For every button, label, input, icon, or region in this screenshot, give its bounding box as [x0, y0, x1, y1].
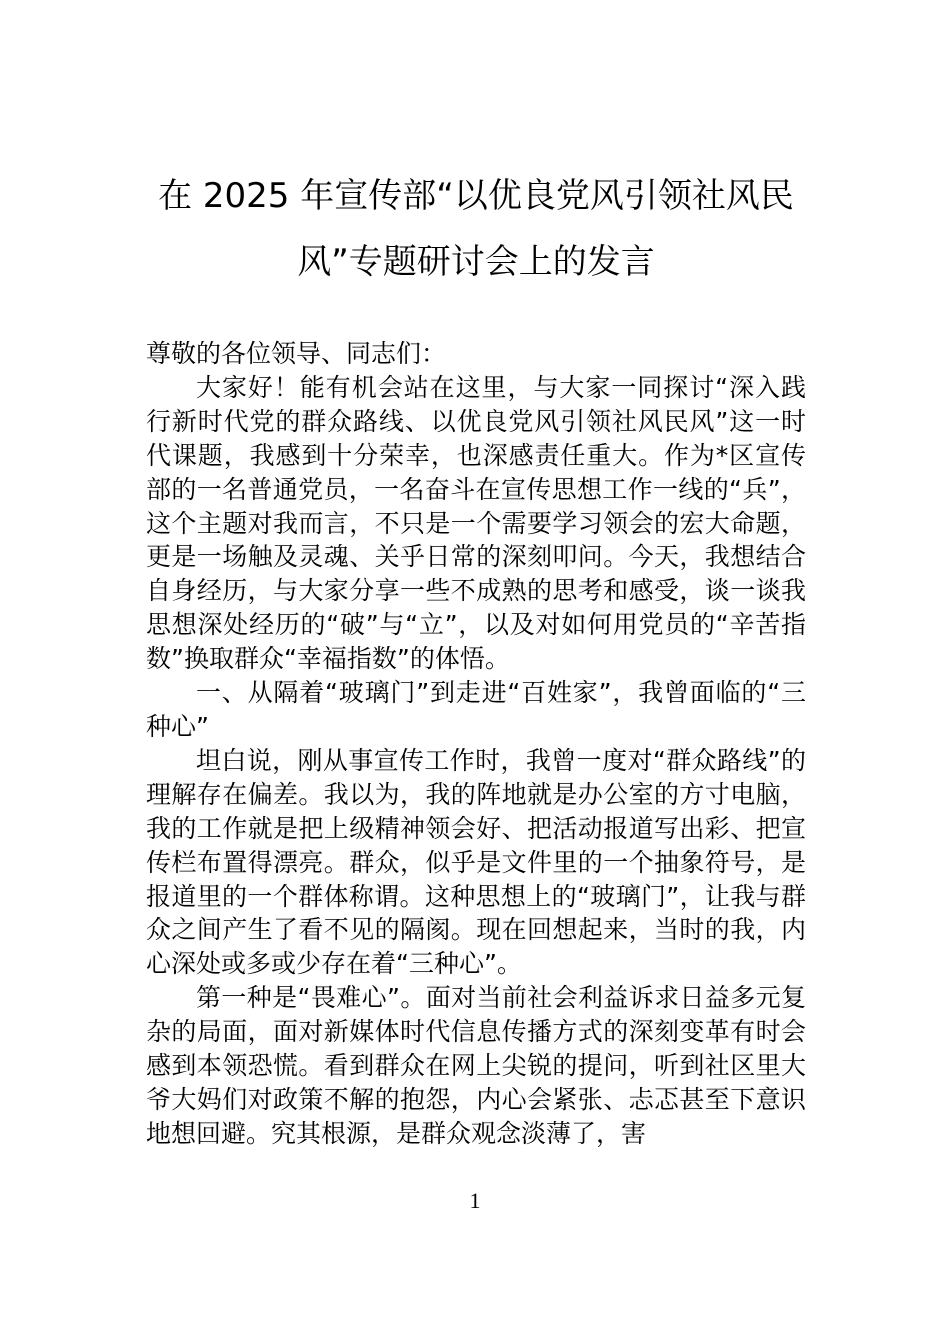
section-heading: 一、从隔着“玻璃门”到走进“百姓家”，我曾面临的“三种心”	[146, 678, 806, 741]
document-title	[146, 163, 806, 295]
paragraph-first-mindset: 第一种是“畏难心”。面对当前社会利益诉求日益多元复杂的局面，面对新媒体时代信息传播方式的深刻变革有时会感到本领恐慌。看到群众在网上尖锐的提问，听到社区里大爷大妈们对政策不解的抱怨，内心会紧张、忐忑甚至下意识地想回避。究其根源，是群众观念淡薄了，害	[146, 983, 806, 1148]
paragraph-opening: 大家好！能有机会站在这里，与大家一同探讨“深入践行新时代党的群众路线、以优良党风引领社风民风”这一时代课题，我感到十分荣幸，也深感责任重大。作为*区宣传部的一名普通党员，一名奋斗在宣传思想工作一线的“兵”，这个主题对我而言，不只是一个需要学习领会的宏大命题，更是一场触及灵魂、关乎日常的深刻叩问。今天，我想结合自身经历，与大家分享一些不成熟的思考和感受，谈一谈我思想深处经历的“破”与“立”，以及对如何用党员的“辛苦指数”换取群众“幸福指数”的体悟。	[146, 372, 806, 674]
page-number: 1	[469, 1188, 481, 1213]
document-body	[146, 337, 806, 1151]
paragraph-background: 坦白说，刚从事宣传工作时，我曾一度对“群众路线”的理解存在偏差。我以为，我的阵地就是办公室的方寸电脑，我的工作就是把上级精神领会好、把活动报道写出彩、把宣传栏布置得漂亮。群众，似乎是文件里的一个抽象符号，是报道里的一个群体称谓。这种思想上的“玻璃门”，让我与群众之间产生了看不见的隔阂。现在回想起来，当时的我，内心深处或多或少存在着“三种心”。	[146, 745, 806, 979]
title-line-1: 在 2025 年宣传部“以优良党风引领社风民	[158, 176, 794, 216]
salutation: 尊敬的各位领导、同志们：	[146, 339, 447, 368]
title-line-2: 风”专题研讨会上的发言	[297, 242, 655, 282]
